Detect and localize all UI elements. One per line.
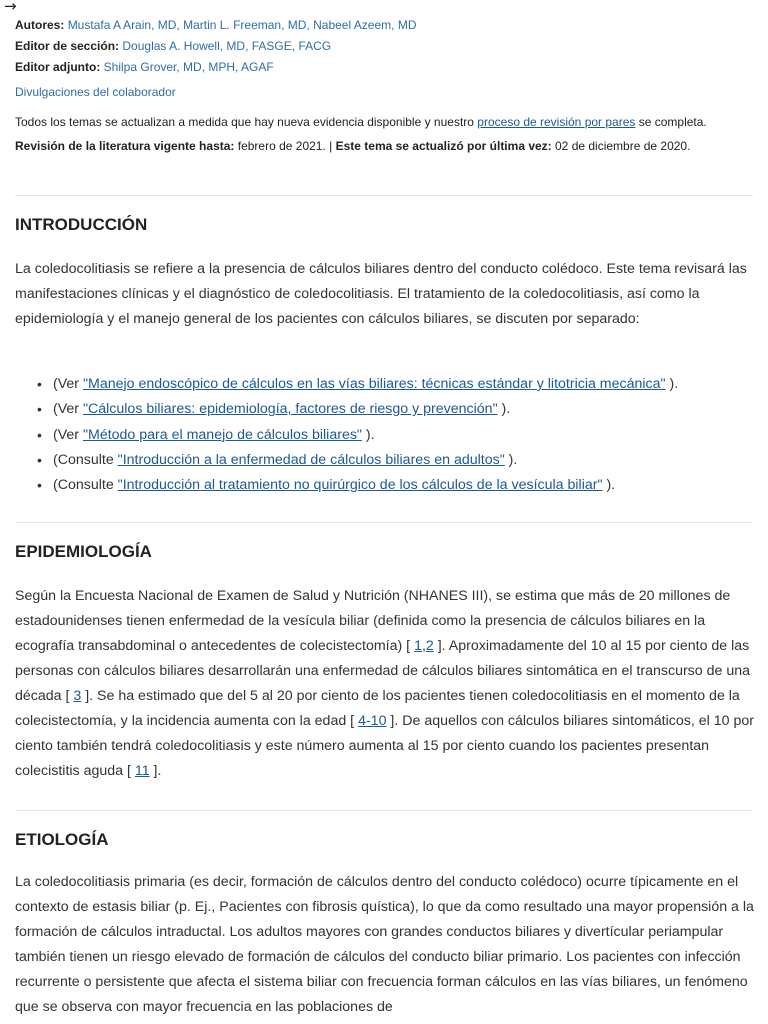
list-item (15, 372, 755, 397)
ref-prefix: (Ver (53, 401, 83, 418)
related-topics-list (15, 372, 755, 498)
list-item (15, 423, 755, 448)
epi-text: , (421, 638, 426, 654)
list-item (15, 473, 755, 498)
topic-link[interactable]: "Introducción al tratamiento no quirúrgico de los cálculos de la vesícula biliar" (117, 477, 603, 494)
deputy-editor-value[interactable]: Shilpa Grover, MD, MPH, AGAF (103, 60, 274, 74)
reference-link[interactable]: 4-10 (358, 713, 387, 729)
epi-text: ]. Aproximadamente del 10 al 15 por ciento de las personas con cálculos biliares desarrollarán una enfermedad de cálculos biliares sintomática en el transcurso de una década [ (15, 638, 751, 704)
topic-link[interactable]: "Introducción a la enfermedad de cálculos biliares en adultos" (117, 451, 505, 468)
epi-text: ]. Se ha estimado que del 5 al 20 por ciento de los pacientes tienen coledocolitiasis en el momento de la colecistectomía, y la incidencia aumenta con la edad [ (15, 688, 740, 729)
authors-value[interactable]: Mustafa A Arain, MD, Martin L. Freeman, MD, Nabeel Azeem, MD (67, 18, 417, 32)
reference-link[interactable]: 2 (425, 638, 434, 654)
section-editor-label: Editor de sección: (15, 39, 120, 53)
topic-metadata (15, 16, 755, 153)
topic-link[interactable]: "Manejo endoscópico de cálculos en las vías biliares: técnicas estándar y litotricia mecánica" (82, 376, 666, 392)
authors-label: Autores: (15, 18, 65, 32)
ref-prefix: (Consulte (53, 451, 118, 468)
last-updated-date: 02 de diciembre de 2020. (551, 139, 691, 153)
list-item (15, 397, 755, 422)
last-updated-label: Este tema se actualizó por última vez: (335, 139, 552, 153)
deputy-editor-row (15, 58, 755, 79)
deputy-editor-label: Editor adjunto: (15, 60, 101, 74)
topic-link[interactable]: "Método para el manejo de cálculos biliares" (82, 426, 362, 443)
epidemiology-paragraph (15, 584, 755, 784)
ref-prefix: (Ver (53, 376, 83, 392)
ref-suffix: ). (665, 376, 679, 392)
literature-review-date: febrero de 2021. | (234, 139, 336, 153)
ref-suffix: ). (361, 426, 375, 443)
reference-link[interactable]: 1 (414, 638, 422, 654)
back-arrow-icon[interactable]: → (4, 0, 17, 15)
etiology-paragraph: La coledocolitiasis primaria (es decir, formación de cálculos dentro del conducto colédoco) ocurre típicamente en el contexto de estasis biliar (p. Ej., Pacientes con fibrosis quística), lo que da como resultado una mayor propensión a la formación de cálculos intraductal. Los adultos mayores con grandes conductos biliares y divertícular periampular también tienen un riesgo elevado de formación de cálculos del conducto biliar primario. Los pacientes con infección recurrente o persistente que afecta el sistema biliar con frecuencia forman cálculos en las vías biliares, un fenómeno que se observa con mayor frecuencia en las poblaciones de (15, 874, 754, 1015)
divider (15, 810, 753, 811)
update-note (15, 115, 755, 129)
ref-prefix: (Consulte (53, 477, 118, 494)
section-editor-value[interactable]: Douglas A. Howell, MD, FASGE, FACG (122, 39, 332, 53)
ref-prefix: (Ver (53, 426, 83, 443)
authors-row (15, 16, 755, 37)
divider (15, 522, 753, 523)
epi-text: Según la Encuesta Nacional de Examen de Salud y Nutrición (NHANES III), se estima que más de 20 millones de estadounidenses tienen enfermedad de la vesícula biliar (definida como la presencia de cálculos biliares en la ecografía transabdominal o antecedentes de colecistectomía) [ (15, 588, 731, 654)
list-item (15, 448, 755, 473)
ref-suffix: ). (497, 401, 511, 418)
epi-text: ]. (149, 763, 162, 779)
section-title-etiology: ETIOLOGÍA (15, 830, 109, 849)
review-dates (15, 139, 755, 153)
ref-suffix: ). (602, 477, 616, 494)
section-editor-row (15, 37, 755, 58)
literature-review-label: Revisión de la literatura vigente hasta: (15, 139, 235, 153)
introduction-paragraph: La coledocolitiasis se refiere a la presencia de cálculos biliares dentro del conducto colédoco. Este tema revisará las manifestaciones clínicas y el diagnóstico de coledocolitiasis. El tratamiento de la coledocolitiasis, así como la epidemiología y el manejo general de los pacientes con cálculos biliares, se discuten por separado: (15, 261, 747, 327)
reference-link[interactable]: 3 (73, 688, 82, 704)
reference-link[interactable]: 11 (134, 763, 150, 779)
update-note-text: Todos los temas se actualizan a medida que hay nueva evidencia disponible y nuestro (15, 115, 478, 129)
update-note-end: se completa. (635, 115, 707, 129)
topic-link[interactable]: "Cálculos biliares: epidemiología, factores de riesgo y prevención" (82, 401, 498, 418)
contributor-disclosures-link[interactable]: Divulgaciones del colaborador (15, 85, 176, 99)
epi-text: ]. De aquellos con cálculos biliares sintomáticos, el 10 por ciento también tendrá coledocolitiasis y este número aumenta al 15 por ciento cuando los pacientes presentan colecistitis aguda [ (15, 713, 754, 779)
divider (15, 195, 753, 196)
section-title-introduction: INTRODUCCIÓN (15, 215, 148, 234)
section-title-epidemiology: EPIDEMIOLOGÍA (15, 542, 152, 561)
peer-review-link[interactable]: proceso de revisión por pares (477, 115, 636, 129)
ref-suffix: ). (504, 451, 518, 468)
